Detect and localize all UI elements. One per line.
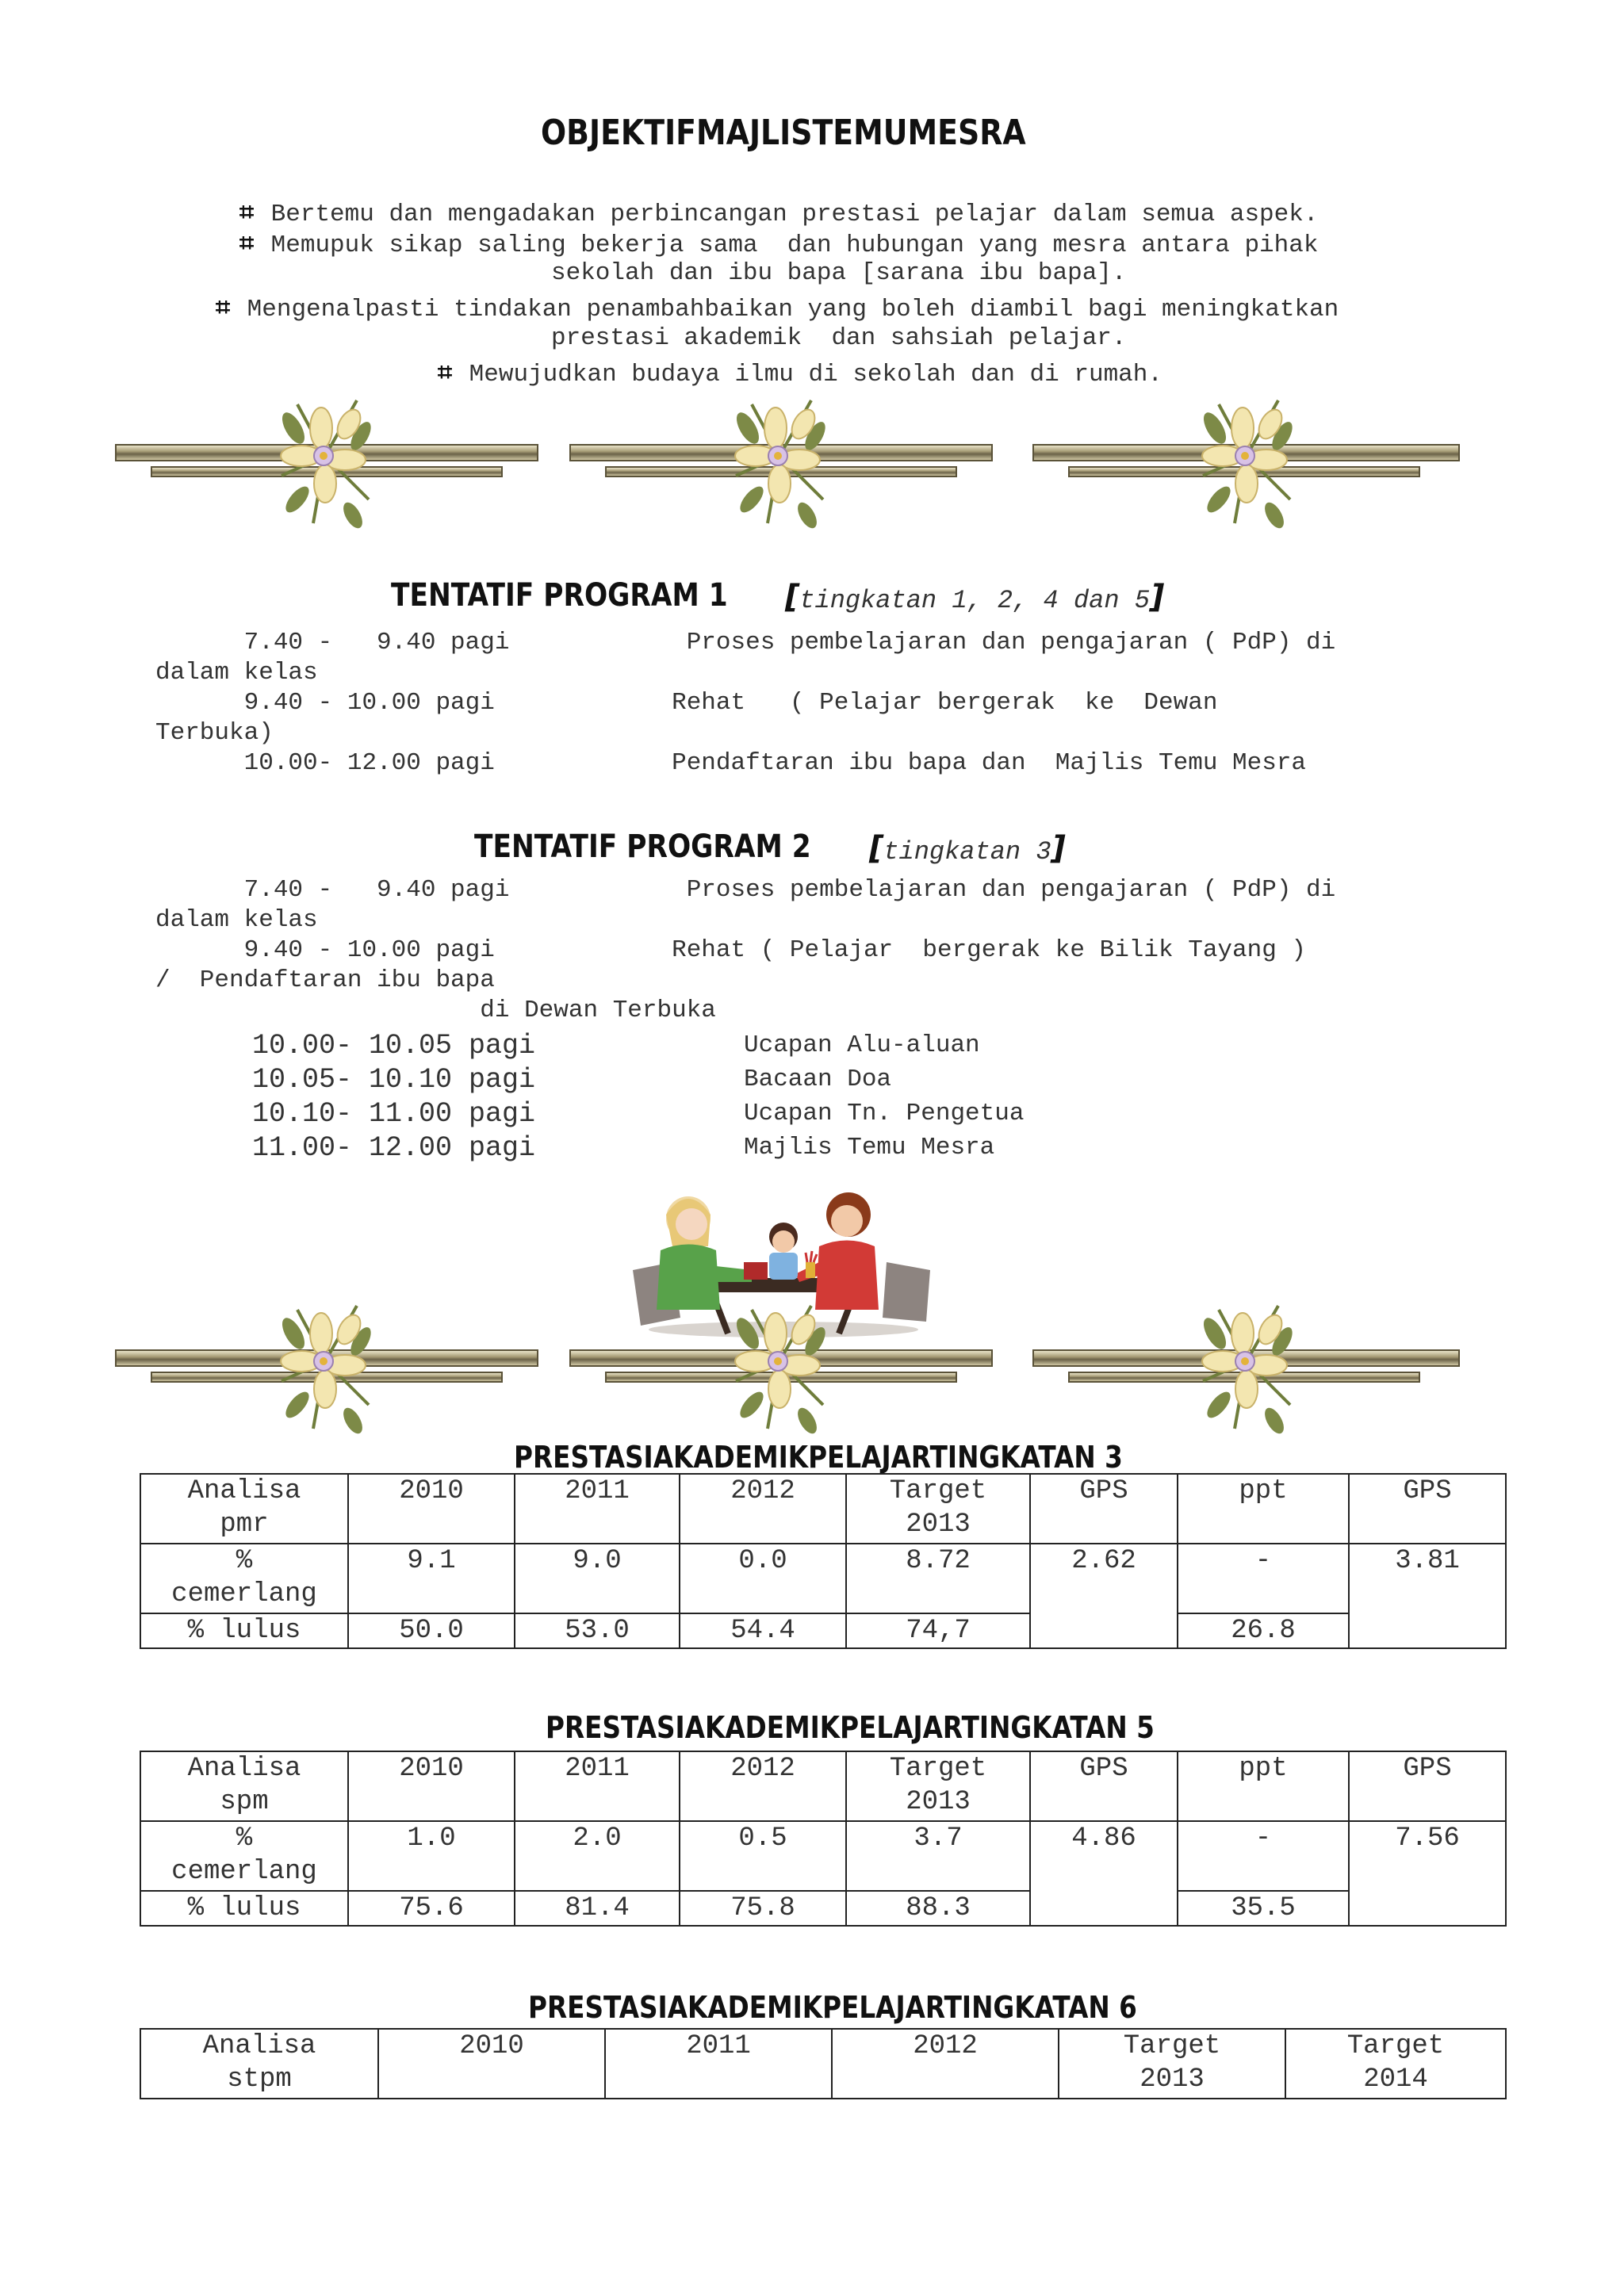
program-2-heading [474,828,866,868]
table-row [140,1891,1506,1926]
table-cell: 75.8 [680,1891,846,1926]
header-cell: Target 2013 [846,1751,1030,1821]
flower-divider [569,381,998,531]
table-cell: 0.5 [680,1821,846,1891]
flower-divider-row-2 [0,1286,1624,1437]
flower-divider [1032,1286,1461,1437]
table-cell: 81.4 [515,1891,680,1926]
table-cell: 54.4 [680,1613,846,1648]
table-cell: 2.62 [1030,1544,1178,1648]
schedule-line: 9.40 - 10.00 pagi Rehat ( Pelajar bergerak ke Bilik Tayang ) [155,936,1307,964]
table-cell: 3.81 [1349,1544,1506,1648]
agenda-item: Ucapan Alu-aluan [744,1031,980,1059]
header-cell: Analisa spm [140,1751,348,1821]
table-cell: 26.8 [1178,1613,1349,1648]
table-cell: 3.7 [846,1821,1030,1891]
header-cell: 2011 [605,2029,832,2099]
table-cell: 9.1 [348,1544,515,1613]
objektif-item-cont: sekolah dan ibu bapa [sarana ibu bapa]. [551,259,1127,287]
agenda-time: 10.05- 10.10 pagi [252,1064,536,1096]
agenda-time: 11.00- 12.00 pagi [252,1132,536,1164]
hash-bullet-icon: ⌗ [239,197,255,227]
program-1-heading [391,577,783,617]
table-header-row [140,1474,1506,1544]
flower-divider [569,1286,998,1437]
agenda-item: Bacaan Doa [744,1066,892,1093]
schedule-line: Terbuka) [155,719,274,747]
table-cell: 0.0 [680,1544,846,1613]
header-cell: Target 2014 [1285,2029,1506,2099]
table-cell: - [1178,1544,1349,1613]
table-cell: 88.3 [846,1891,1030,1926]
row-label: % cemerlang [140,1821,348,1891]
program-2-schedule [155,875,1335,1026]
header-cell: 2010 [348,1474,515,1544]
table-5 [140,1751,1507,1927]
hash-bullet-icon: ⌗ [239,228,255,258]
flower-bouquet-icon [720,1286,839,1437]
flower-bouquet-icon [1187,1286,1306,1437]
table-6-title: PRESTASIAKADEMIKPELAJARTINGKATAN 6 [528,1990,1137,2025]
objektif-item: ⌗ Mewujudkan budaya ilmu di sekolah dan di rumah. [438,357,1162,388]
header-cell: Target 2013 [1059,2029,1285,2099]
header-cell: 2011 [515,1474,680,1544]
flower-bouquet-icon [266,1286,385,1437]
program-2-title: TENTATIF PROGRAM 2 [474,828,811,865]
header-cell: GPS [1030,1474,1178,1544]
table-cell: 74,7 [846,1613,1030,1648]
agenda-item: Majlis Temu Mesra [744,1134,995,1161]
schedule-line: / Pendaftaran ibu bapa [155,966,495,994]
agenda-time: 10.10- 11.00 pagi [252,1098,536,1130]
objektif-item-cont: prestasi akademik dan sahsiah pelajar. [551,324,1127,352]
header-cell: 2012 [832,2029,1059,2099]
schedule-line: 9.40 - 10.00 pagi Rehat ( Pelajar bergerak ke Dewan [155,689,1218,717]
table-row [140,1544,1506,1613]
program-2-subtitle: [tingkatan 3] [869,830,1066,867]
header-cell: 2012 [680,1751,846,1821]
hash-bullet-icon: ⌗ [216,292,231,322]
agenda-time: 10.00- 10.05 pagi [252,1030,536,1062]
table-cell: 75.6 [348,1891,515,1926]
table-cell: 4.86 [1030,1821,1178,1926]
row-label: % lulus [140,1613,348,1648]
table-header-row [140,2029,1506,2099]
table-5-title: PRESTASIAKADEMIKPELAJARTINGKATAN 5 [546,1710,1155,1745]
table-cell: 7.56 [1349,1821,1506,1926]
flower-divider [1032,381,1461,531]
schedule-line: 7.40 - 9.40 pagi Proses pembelajaran dan pengajaran ( PdP) di [155,629,1336,656]
schedule-line: 7.40 - 9.40 pagi Proses pembelajaran dan pengajaran ( PdP) di [155,876,1336,904]
header-cell: 2012 [680,1474,846,1544]
program-1-schedule [155,628,1335,779]
header-cell: 2010 [348,1751,515,1821]
flower-divider-row-1 [0,381,1624,531]
table-cell: 9.0 [515,1544,680,1613]
table-cell: 53.0 [515,1613,680,1648]
table-header-row [140,1751,1506,1821]
objektif-item: ⌗ Memupuk sikap saling bekerja sama dan hubungan yang mesra antara pihak [239,228,1319,259]
flower-divider [115,381,543,531]
agenda-item: Ucapan Tn. Pengetua [744,1100,1025,1127]
header-cell: Target 2013 [846,1474,1030,1544]
row-label: % cemerlang [140,1544,348,1613]
schedule-line: dalam kelas [155,659,318,687]
row-label: % lulus [140,1891,348,1926]
table-cell: - [1178,1821,1349,1891]
schedule-line: 10.00- 12.00 pagi Pendaftaran ibu bapa dan Majlis Temu Mesra [155,749,1307,777]
table-row [140,1613,1506,1648]
flower-bouquet-icon [266,381,385,531]
table-3 [140,1473,1507,1649]
program-1-title: TENTATIF PROGRAM 1 [391,577,728,614]
table-cell: 1.0 [348,1821,515,1891]
flower-bouquet-icon [1187,381,1306,531]
header-cell: Analisa stpm [140,2029,378,2099]
table-3-title: PRESTASIAKADEMIKPELAJARTINGKATAN 3 [514,1440,1123,1475]
table-cell: 35.5 [1178,1891,1349,1926]
header-cell: ppt [1178,1751,1349,1821]
header-cell: Analisa pmr [140,1474,348,1544]
table-row [140,1821,1506,1891]
table-cell: 50.0 [348,1613,515,1648]
header-cell: GPS [1030,1751,1178,1821]
objektif-item: ⌗ Bertemu dan mengadakan perbincangan prestasi pelajar dalam semua aspek. [239,197,1319,228]
table-cell: 8.72 [846,1544,1030,1613]
table-cell: 2.0 [515,1821,680,1891]
flower-divider [115,1286,543,1437]
table-6 [140,2028,1507,2099]
header-cell: ppt [1178,1474,1349,1544]
header-cell: GPS [1349,1474,1506,1544]
header-cell: 2010 [378,2029,605,2099]
header-cell: GPS [1349,1751,1506,1821]
flower-bouquet-icon [720,381,839,531]
program-1-subtitle: [tingkatan 1, 2, 4 dan 5] [785,579,1165,615]
hash-bullet-icon: ⌗ [438,357,453,387]
objektif-title: OBJEKTIFMAJLISTEMUMESRA [541,113,1026,153]
objektif-item: ⌗ Mengenalpasti tindakan penambahbaikan yang boleh diambil bagi meningkatkan [216,292,1339,323]
schedule-line: di Dewan Terbuka [155,997,716,1024]
header-cell: 2011 [515,1751,680,1821]
schedule-line: dalam kelas [155,906,318,934]
